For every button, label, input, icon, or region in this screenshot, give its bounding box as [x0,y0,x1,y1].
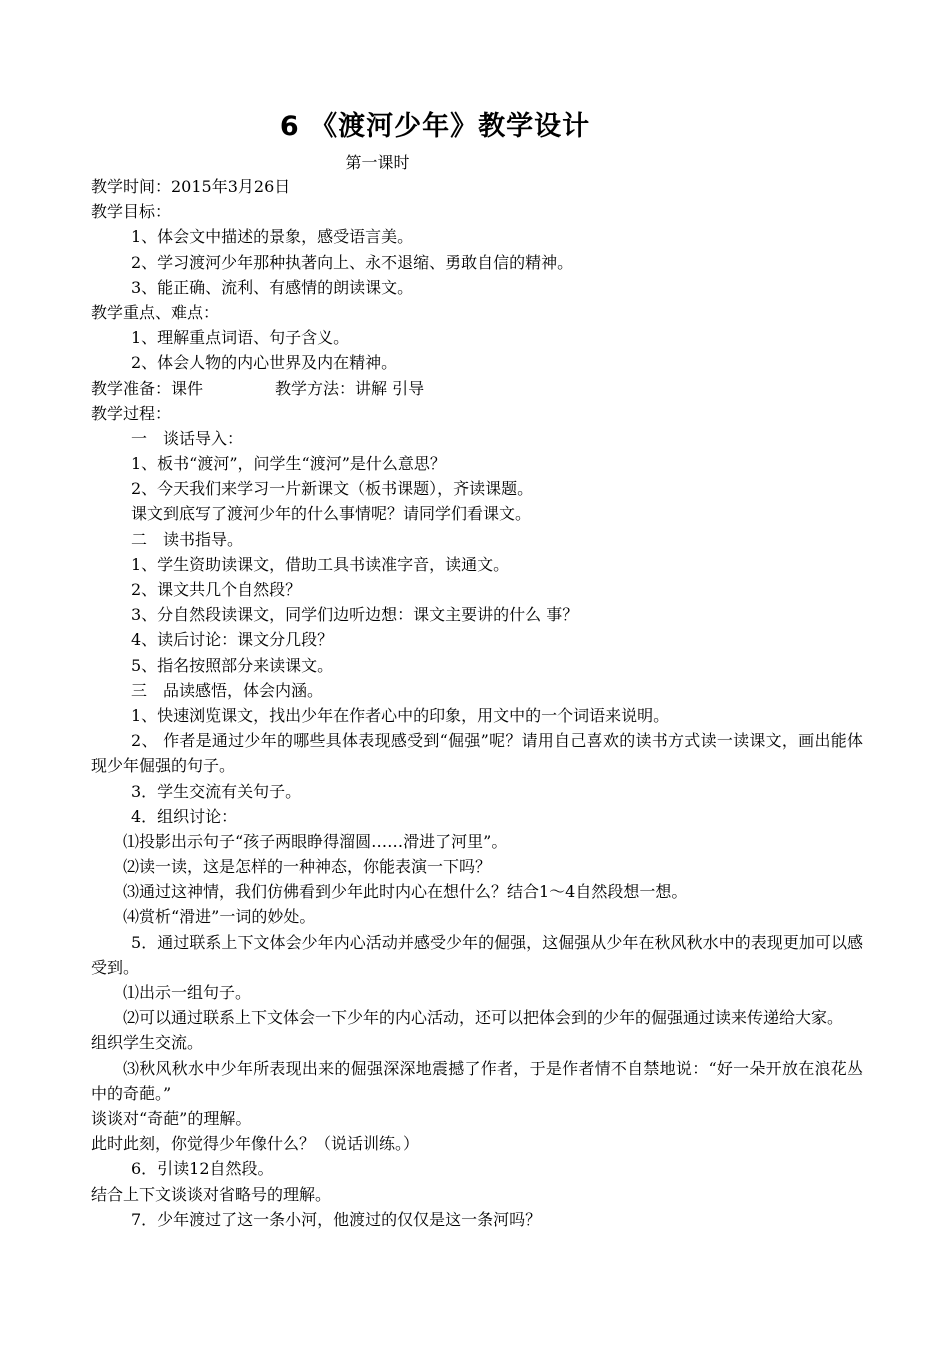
step-item: 5、指名按照部分来读课文。 [131,655,334,675]
process-label: 教学过程： [91,403,172,423]
document-title: 6 《渡河少年》教学设计 [279,111,591,142]
key-point-item: 1、理解重点词语、句子含义。 [131,328,350,348]
sub-step-item: ⑶秋风秋水中少年所表现出来的倔强深深地震撼了作者，于是作者情不自禁地说：“好一朵开放在浪花丛中的奇葩。” [91,1058,863,1103]
prep-method-row [91,376,863,401]
section-heading: 二 读书指导。 [131,529,244,549]
note-line: 此时此刻，你觉得少年像什么？（说话训练。） [91,1134,420,1154]
note-line: 谈谈对“奇葩”的理解。 [91,1109,252,1129]
step-item: 4、读后讨论：课文分几段？ [131,630,334,650]
key-points-label: 教学重点、难点： [91,302,220,322]
note-line: 组织学生交流。 [91,1033,204,1053]
step-item: 1、板书“渡河”，问学生“渡河”是什么意思？ [131,454,446,474]
sub-step-item: ⑶通过这神情，我们仿佛看到少年此时内心在想什么？结合1～4自然段想一想。 [123,882,688,902]
key-point-item: 2、体会人物的内心世界及内在精神。 [131,353,398,373]
sub-step-item: ⑴投影出示句子“孩子两眼睁得溜圆……滑进了河里”。 [123,831,508,851]
sub-step-item: ⑴出示一组句子。 [123,983,252,1003]
step-item: 6．引读12自然段。 [131,1159,274,1179]
step-item: 4．组织讨论： [131,806,238,826]
document-body [91,174,863,1232]
step-item: 1、快速浏览课文，找出少年在作者心中的印象，用文中的一个词语来说明。 [131,705,670,725]
sub-step-item: ⑵读一读，这是怎样的一种神态，你能表演一下吗？ [123,857,492,877]
step-item: 7．少年渡过了这一条小河，他渡过的仅仅是这一条河吗？ [131,1209,542,1229]
teaching-prep: 教学准备：课件 [91,378,204,398]
step-item: 课文到底写了渡河少年的什么事情呢？请同学们看课文。 [131,504,532,524]
step-item: 5．通过联系上下文体会少年内心活动并感受少年的倔强，这倔强从少年在秋风秋水中的表现更加可以感受到。 [91,932,863,977]
step-item: 3．学生交流有关句子。 [131,781,302,801]
goal-item: 3、能正确、流利、有感情的朗读课文。 [131,277,414,297]
teaching-time: 教学时间：2015年3月26日 [91,177,291,196]
step-item: 1、学生资助读课文，借助工具书读准字音，读通文。 [131,554,510,574]
teaching-method: 教学方法：讲解 引导 [275,378,425,398]
document-subtitle: 第一课时 [345,153,410,172]
goal-item: 1、体会文中描述的景象，感受语言美。 [131,227,414,247]
sub-step-item: ⑷赏析“滑进”一词的妙处。 [123,907,316,927]
section-heading: 三 品读感悟，体会内涵。 [131,680,324,700]
section-heading: 一 谈话导入： [131,428,244,448]
step-item: 3、分自然段读课文，同学们边听边想：课文主要讲的什么 事？ [131,605,579,625]
goal-item: 2、学习渡河少年那种执著向上、永不退缩、勇敢自信的精神。 [131,252,574,272]
step-item: 2、 作者是通过少年的哪些具体表现感受到“倔强”呢？请用自己喜欢的读书方式读一读课文，画出能体现少年倔强的句子。 [91,731,863,776]
sub-step-item: ⑵可以通过联系上下文体会一下少年的内心活动，还可以把体会到的少年的倔强通过读来传递给大家。 [123,1008,844,1028]
goals-label: 教学目标： [91,202,172,222]
step-item: 2、今天我们来学习一片新课文（板书课题），齐读课题。 [131,479,534,499]
note-line: 结合上下文谈谈对省略号的理解。 [91,1184,332,1204]
step-item: 2、课文共几个自然段？ [131,580,302,599]
